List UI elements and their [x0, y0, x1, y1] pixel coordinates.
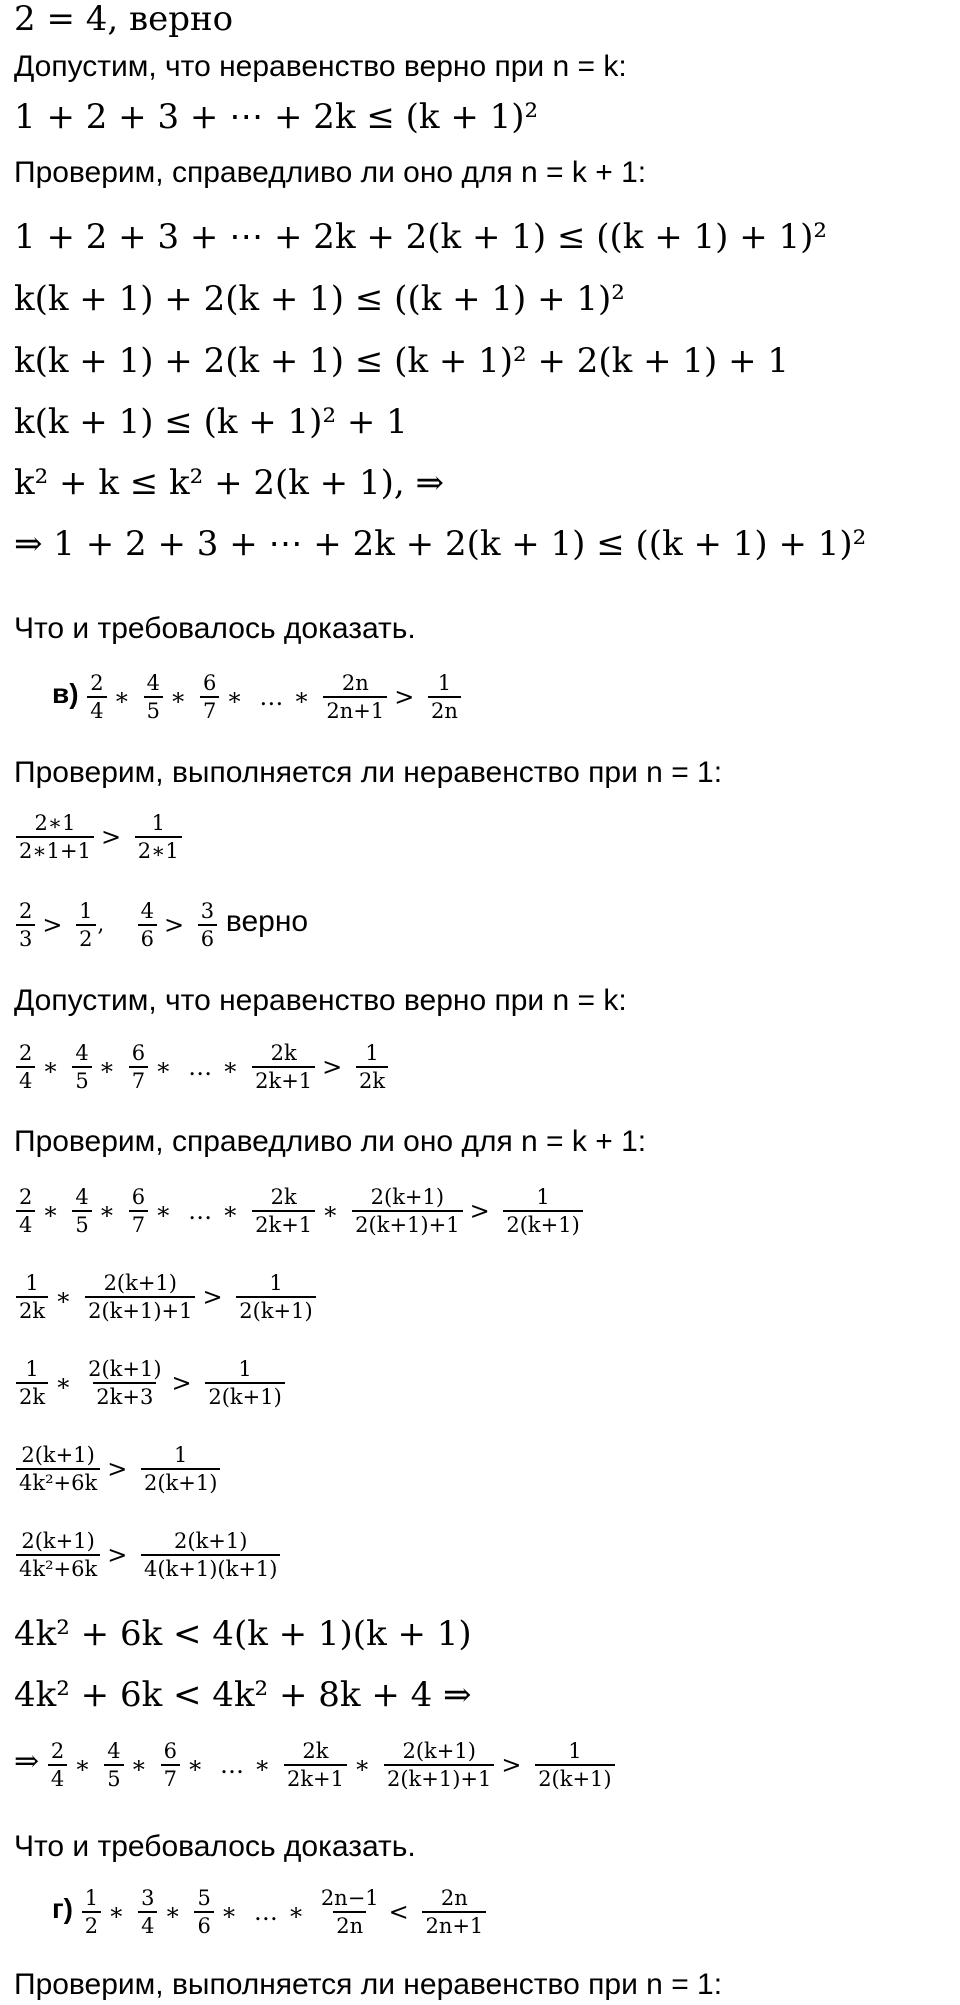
formula-step-3: k(k + 1) + 2(k + 1) ≤ (k + 1)² + 2(k + 1) + 1: [14, 341, 790, 381]
step-fraction-3: $\frac{1}{2k}$ ∗ $\frac{2(k+1)}{2k+3}$ > $\frac{1}{2(k+1)}$: [14, 1356, 287, 1411]
formula-step-2: k(k + 1) + 2(k + 1) ≤ ((k + 1) + 1)²: [14, 279, 625, 319]
problem-g-statement: г) $\frac{1}{2}$ ∗ $\frac{3}{4}$ ∗ $\frac{5}{6}$ ∗ … ∗ $\frac{2n-1}{2n}$ < $\frac{2n}{2n+1}$: [52, 1885, 488, 1940]
check-text-4: Проверим, выполняется ли неравенство при n = 1:: [14, 1968, 723, 2001]
step-fraction-5: $\frac{2(k+1)}{\text{4k²+6k}}$ > $\frac{2(k+1)}{4(k+1)(k+1)}$: [14, 1528, 282, 1583]
formula-step-7: 4k² + 6k < 4k² + 8k + 4 ⇒: [14, 1675, 472, 1715]
problem-v-statement: в) $\frac{2}{4}$ ∗ $\frac{4}{5}$ ∗ $\frac{6}{7}$ ∗ … ∗ $\frac{2n}{2n+1}$ > $\frac{1}{2n}$: [52, 670, 463, 725]
check-text-2: Проверим, выполняется ли неравенство при n = 1:: [14, 756, 723, 789]
formula-assumption-1: 1 + 2 + 3 + ⋯ + 2k ≤ (k + 1)²: [14, 97, 539, 137]
step-fraction-2: $\frac{1}{2k}$ ∗ $\frac{2(k+1)}{2(k+1)+1}$ > $\frac{1}{2(k+1)}$: [14, 1270, 318, 1325]
step-fraction-1: $\frac{2}{4}$ ∗ $\frac{4}{5}$ ∗ $\frac{6}{7}$ ∗ … ∗ $\frac{2k}{2k+1}$ ∗ $\frac{2(k+1)}{2(k+1)+1}$ > $\frac{1}{2(k+1)}$: [14, 1184, 585, 1239]
assumption-text-1: Допустим, что неравенство верно при n = k:: [14, 50, 627, 83]
qed-text-1: Что и требовалось доказать.: [14, 612, 416, 645]
check-text-3: Проверим, справедливо ли оно для n = k + 1:: [14, 1125, 647, 1158]
base-case-numeric: $\frac{2}{3}$ > $\frac{1}{2}$ , $\frac{4}{6}$ > $\frac{3}{6}$ верно: [14, 898, 308, 953]
formula-step-5: k² + k ≤ k² + 2(k + 1), ⇒: [14, 463, 444, 503]
formula-step-6: 4k² + 6k < 4(k + 1)(k + 1): [14, 1614, 472, 1654]
formula-conclusion-1: ⇒ 1 + 2 + 3 + ⋯ + 2k + 2(k + 1) ≤ ((k + 1) + 1)²: [14, 524, 867, 564]
base-case-fraction: $\frac{2∗1}{2∗1+1}$ > $\frac{1}{2∗1}$: [14, 810, 184, 865]
formula-step-4: k(k + 1) ≤ (k + 1)² + 1: [14, 402, 408, 442]
check-text-1: Проверим, справедливо ли оно для n = k + 1:: [14, 156, 647, 189]
line-result-verno: 2 = 4, верно: [14, 0, 234, 39]
assumption-text-2: Допустим, что неравенство верно при n = k:: [14, 984, 627, 1017]
qed-text-2: Что и требовалось доказать.: [14, 1830, 416, 1863]
step-fraction-4: $\frac{2(k+1)}{\text{4k²+6k}}$ > $\frac{1}{2(k+1)}$: [14, 1442, 222, 1497]
conclusion-fraction: ⇒ $\frac{2}{4}$ ∗ $\frac{4}{5}$ ∗ $\frac{6}{7}$ ∗ … ∗ $\frac{2k}{2k+1}$ ∗ $\frac{2(k+1)}{2(k+1)+1}$ > $\frac{1}{2(k+1)}$: [14, 1738, 617, 1793]
formula-step-1: 1 + 2 + 3 + ⋯ + 2k + 2(k + 1) ≤ ((k + 1) + 1)²: [14, 217, 828, 257]
assumption-fraction: $\frac{2}{4}$ ∗ $\frac{4}{5}$ ∗ $\frac{6}{7}$ ∗ … ∗ $\frac{2k}{2k+1}$ > $\frac{1}{2k}$: [14, 1040, 390, 1095]
